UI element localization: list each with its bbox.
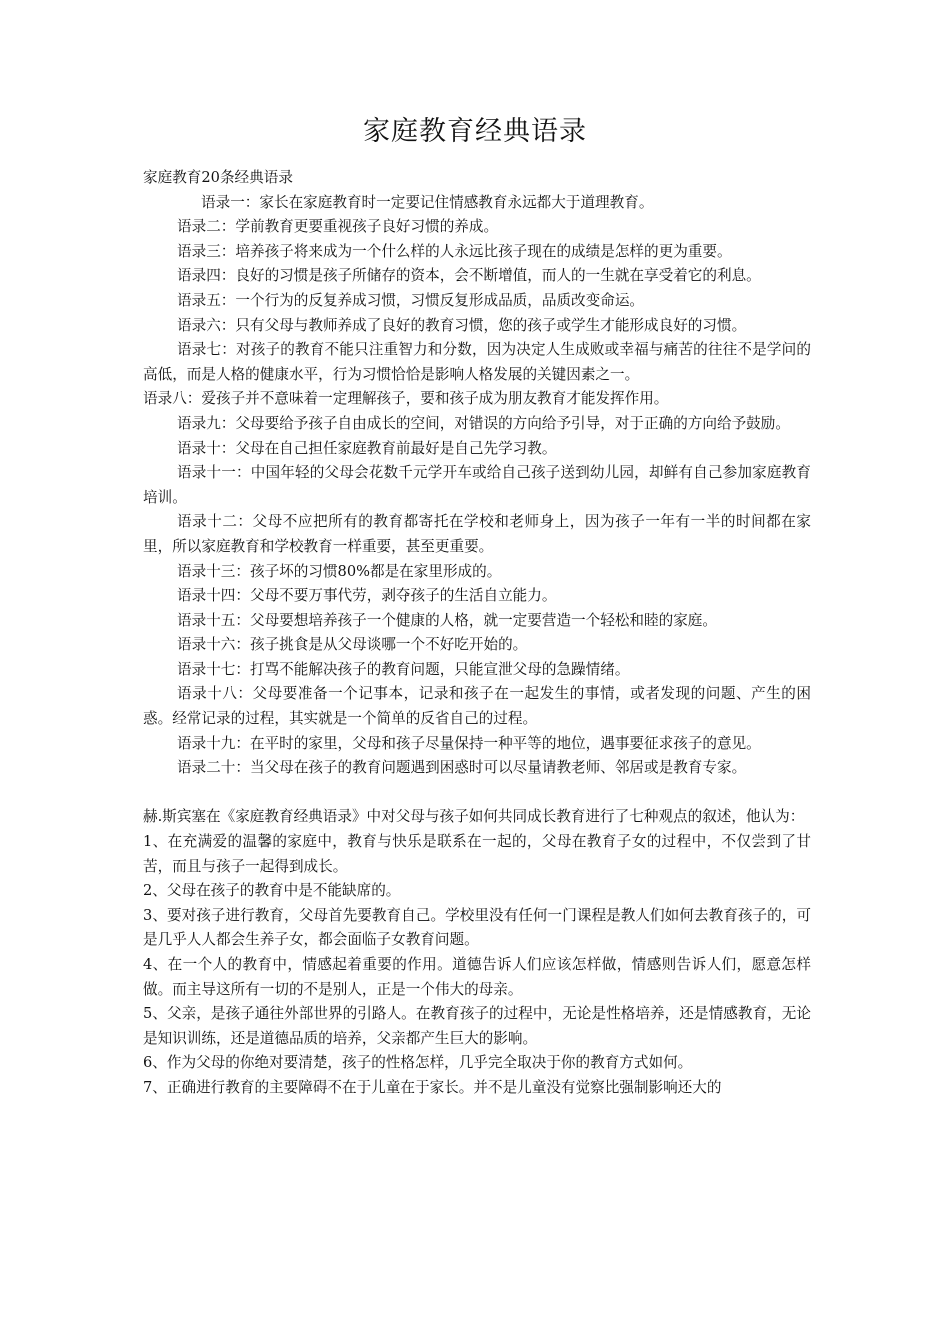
quote-paragraph: 语录六：只有父母与教师养成了良好的教育习惯，您的孩子或学生才能形成良好的习惯。	[177, 316, 747, 334]
quote-paragraph: 语录十六：孩子挑食是从父母谈哪一个不好吃开始的。	[177, 636, 528, 654]
quote-paragraph: 语录十七：打骂不能解决孩子的教育问题，只能宣泄父母的急躁情绪。	[177, 660, 630, 678]
point-paragraph: 6、作为父母的你绝对要清楚，孩子的性格怎样，几乎完全取决于你的教育方式如何。	[143, 1054, 693, 1072]
point-paragraph: 3、要对孩子进行教育，父母首先要教育自己。学校里没有任何一门课程是教人们如何去教育孩子的，可是几乎人人都会生养子女，都会面临子女教育问题。	[143, 906, 811, 949]
quote-paragraph: 语录八：爱孩子并不意味着一定理解孩子，要和孩子成为朋友教育才能发挥作用。	[143, 390, 669, 408]
quote-paragraph: 语录七：对孩子的教育不能只注重智力和分数，因为决定人生成败或幸福与痛苦的往往不是学问的高低，而是人格的健康水平，行为习惯恰恰是影响人格发展的关键因素之一。	[143, 341, 811, 383]
point-paragraph: 2、父母在孩子的教育中是不能缺席的。	[143, 882, 401, 900]
intro-paragraph: 赫.斯宾塞在《家庭教育经典语录》中对父母与孩子如何共同成长教育进行了七种观点的叙述，他认为：	[143, 808, 805, 826]
quote-paragraph: 语录二十：当父母在孩子的教育问题遇到困惑时可以尽量请教老师、邻居或是教育专家。	[177, 759, 747, 777]
document-subtitle: 家庭教育20条经典语录	[143, 169, 293, 186]
quote-paragraph: 语录二：学前教育更要重视孩子良好习惯的养成。	[177, 218, 499, 236]
quote-paragraph: 语录四：良好的习惯是孩子所储存的资本，会不断增值，而人的一生就在享受着它的利息。	[177, 267, 761, 285]
quote-paragraph: 语录九：父母要给予孩子自由成长的空间，对错误的方向给予引导，对于正确的方向给予鼓励。	[177, 414, 790, 432]
document-body	[143, 166, 811, 1101]
quote-paragraph: 语录十八：父母要准备一个记事本，记录和孩子在一起发生的事情，或者发现的问题、产生的困惑。经常记录的过程，其实就是一个简单的反省自己的过程。	[143, 685, 811, 728]
quote-paragraph: 语录十四：父母不要万事代劳，剥夺孩子的生活自立能力。	[177, 587, 557, 605]
quote-paragraph: 语录五：一个行为的反复养成习惯，习惯反复形成品质，品质改变命运。	[177, 291, 645, 309]
quote-paragraph: 语录十九：在平时的家里，父母和孩子尽量保持一种平等的地位，遇事要征求孩子的意见。	[177, 734, 761, 752]
quote-paragraph: 语录十五：父母要想培养孩子一个健康的人格，就一定要营造一个轻松和睦的家庭。	[177, 611, 717, 629]
quote-paragraph: 语录十：父母在自己担任家庭教育前最好是自己先学习教。	[177, 439, 557, 457]
quote-paragraph: 语录一：家长在家庭教育时一定要记住情感教育永远都大于道理教育。	[201, 193, 654, 211]
quote-paragraph: 语录十三：孩子坏的习惯80%都是在家里形成的。	[177, 562, 502, 580]
quote-paragraph: 语录十二：父母不应把所有的教育都寄托在学校和老师身上，因为孩子一年有一半的时间都在家里，所以家庭教育和学校教育一样重要，甚至更重要。	[143, 513, 811, 555]
blank-line	[143, 781, 811, 806]
quote-paragraph: 语录十一：中国年轻的父母会花数千元学开车或给自己孩子送到幼儿园，却鲜有自己参加家庭教育培训。	[143, 464, 811, 506]
quote-paragraph: 语录三：培养孩子将来成为一个什么样的人永远比孩子现在的成绩是怎样的更为重要。	[177, 242, 732, 260]
point-paragraph: 7、正确进行教育的主要障碍不在于儿童在于家长。并不是儿童没有觉察比强制影响还大的	[143, 1078, 722, 1096]
point-paragraph: 5、父亲，是孩子通往外部世界的引路人。在教育孩子的过程中，无论是性格培养，还是情感教育，无论是知识训练，还是道德品质的培养，父亲都产生巨大的影响。	[143, 1005, 811, 1047]
point-paragraph: 4、在一个人的教育中，情感起着重要的作用。道德告诉人们应该怎样做，情感则告诉人们，愿意怎样做。而主导这所有一切的不是别人，正是一个伟大的母亲。	[143, 956, 811, 998]
point-paragraph: 1、在充满爱的温馨的家庭中，教育与快乐是联系在一起的，父母在教育子女的过程中，不仅尝到了甘苦，而且与孩子一起得到成长。	[143, 833, 811, 875]
document-title: 家庭教育经典语录	[363, 116, 587, 147]
